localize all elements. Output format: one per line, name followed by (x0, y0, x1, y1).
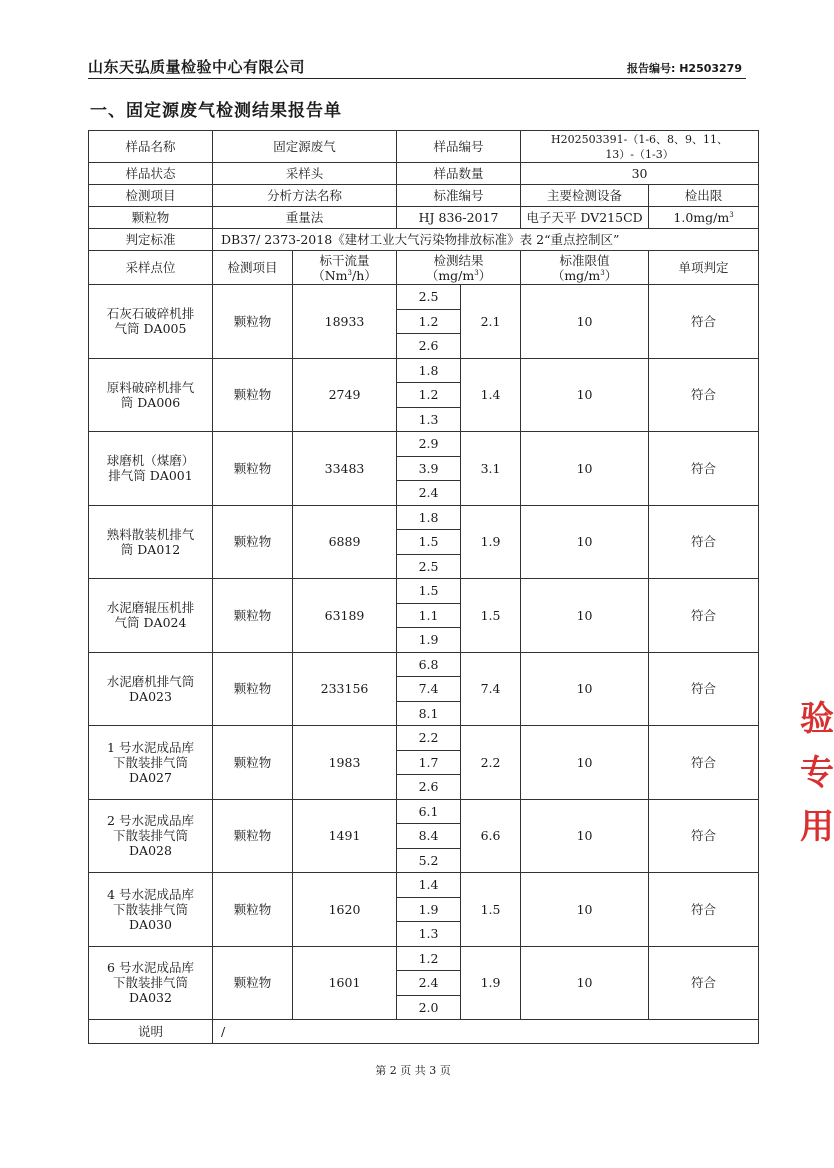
result-cell: 1.2 (397, 946, 461, 971)
info-row-sample (89, 131, 759, 163)
sampling-point-line: 熟料散装机排气 (106, 526, 195, 542)
result-cell: 6.1 (397, 799, 461, 824)
sampling-point-line: DA030 (129, 916, 172, 932)
col-result (397, 251, 521, 285)
judge-cell: 符合 (649, 579, 759, 653)
results-table-body (89, 131, 759, 1044)
result-cell: 2.0 (397, 995, 461, 1020)
sampling-point-cell (89, 799, 213, 873)
table-row (89, 946, 759, 971)
report-number-value: H2503279 (679, 62, 742, 75)
result-cell: 1.9 (397, 897, 461, 922)
result-cell: 1.8 (397, 358, 461, 383)
item-cell: 颗粒物 (213, 726, 293, 800)
table-row (89, 726, 759, 751)
result-cell: 8.4 (397, 824, 461, 849)
judge-cell: 符合 (649, 726, 759, 800)
judge-cell: 符合 (649, 285, 759, 359)
col-limit-unit-b: ） (604, 267, 618, 283)
item-value: 颗粒物 (89, 207, 213, 229)
limit-cell: 10 (521, 505, 649, 579)
average-cell: 2.1 (461, 285, 521, 359)
result-cell: 1.5 (397, 579, 461, 604)
result-cell: 1.8 (397, 505, 461, 530)
item-cell: 颗粒物 (213, 946, 293, 1020)
seal-stamp (800, 692, 834, 860)
criteria-value: DB37/ 2373-2018《建材工业大气污染物排放标准》表 2“重点控制区” (213, 229, 759, 251)
average-cell: 1.4 (461, 358, 521, 432)
item-cell: 颗粒物 (213, 432, 293, 506)
limit-cell: 10 (521, 432, 649, 506)
flow-cell: 1601 (293, 946, 397, 1020)
col-flow-unit-a: （Nm (312, 267, 348, 283)
table-row (89, 652, 759, 677)
col-point: 采样点位 (89, 251, 213, 285)
detect-limit-text: 1.0mg/m (673, 210, 730, 225)
sampling-point-line: DA027 (129, 769, 172, 785)
sampling-point-line: 气筒 DA024 (114, 615, 187, 631)
result-cell: 6.8 (397, 652, 461, 677)
judge-cell: 符合 (649, 432, 759, 506)
result-cell: 1.2 (397, 383, 461, 408)
judge-cell: 符合 (649, 505, 759, 579)
sampling-point-line: 4 号水泥成品库 (107, 886, 194, 902)
item-cell: 颗粒物 (213, 285, 293, 359)
table-row (89, 505, 759, 530)
sampling-point-cell (89, 946, 213, 1020)
sample-name-label: 样品名称 (89, 131, 213, 163)
info-row-method-header (89, 185, 759, 207)
result-cell: 1.9 (397, 628, 461, 653)
sample-state-value: 采样头 (213, 163, 397, 185)
average-cell: 2.2 (461, 726, 521, 800)
result-cell: 2.9 (397, 432, 461, 457)
info-row-state (89, 163, 759, 185)
result-cell: 7.4 (397, 677, 461, 702)
average-cell: 1.5 (461, 579, 521, 653)
flow-cell: 233156 (293, 652, 397, 726)
limit-cell: 10 (521, 946, 649, 1020)
result-cell: 2.6 (397, 334, 461, 359)
std-no-value: HJ 836-2017 (397, 207, 521, 229)
criteria-label: 判定标准 (89, 229, 213, 251)
result-cell: 1.3 (397, 922, 461, 947)
seal-glyph: 用 (800, 807, 834, 847)
sampling-point-line: DA023 (129, 688, 172, 704)
remark-label: 说明 (89, 1020, 213, 1044)
col-limit (521, 251, 649, 285)
col-item: 检测项目 (213, 251, 293, 285)
sampling-point-cell (89, 505, 213, 579)
result-cell: 2.4 (397, 481, 461, 506)
sampling-point-cell (89, 873, 213, 947)
sampling-point-line: 下散装排气筒 (112, 901, 188, 917)
method-value: 重量法 (213, 207, 397, 229)
report-number (627, 60, 742, 76)
equipment-label: 主要检测设备 (521, 185, 649, 207)
sampling-point-cell (89, 358, 213, 432)
sampling-point-line: 筒 DA012 (120, 541, 181, 557)
col-limit-unit-a: （mg/m (551, 267, 601, 283)
col-result-line1: 检测结果 (433, 252, 484, 268)
table-row (89, 432, 759, 457)
result-cell: 1.2 (397, 309, 461, 334)
result-cell: 1.1 (397, 603, 461, 628)
average-cell: 3.1 (461, 432, 521, 506)
limit-cell: 10 (521, 579, 649, 653)
col-result-unit-a: （mg/m (425, 267, 475, 283)
limit-cell: 10 (521, 285, 649, 359)
company-name: 山东天弘质量检验中心有限公司 (88, 58, 306, 76)
result-cell: 1.5 (397, 530, 461, 555)
item-label: 检测项目 (89, 185, 213, 207)
flow-cell: 63189 (293, 579, 397, 653)
judge-cell: 符合 (649, 873, 759, 947)
col-result-unit-sup: 3 (474, 268, 479, 277)
sampling-point-line: 球磨机（煤磨） (106, 453, 195, 469)
sampling-point-line: 排气筒 DA001 (108, 468, 193, 484)
method-label: 分析方法名称 (213, 185, 397, 207)
sample-name-value: 固定源废气 (213, 131, 397, 163)
sampling-point-cell (89, 726, 213, 800)
limit-cell: 10 (521, 799, 649, 873)
info-row-criteria (89, 229, 759, 251)
judge-cell: 符合 (649, 799, 759, 873)
equipment-value: 电子天平 DV215CD (521, 207, 649, 229)
sampling-point-line: 下散装排气筒 (112, 975, 188, 991)
sampling-point-line: 水泥磨辊压机排 (106, 600, 195, 616)
seal-glyph: 专 (800, 753, 834, 793)
table-row (89, 358, 759, 383)
result-cell: 2.6 (397, 775, 461, 800)
result-cell: 2.2 (397, 726, 461, 751)
col-result-unit-b: ） (478, 267, 492, 283)
sample-no-value (521, 131, 759, 163)
table-row (89, 799, 759, 824)
sampling-point-line: 下散装排气筒 (112, 828, 188, 844)
col-flow-unit-b: /h） (352, 267, 377, 283)
limit-cell: 10 (521, 873, 649, 947)
sampling-point-line: 6 号水泥成品库 (107, 960, 194, 976)
flow-cell: 1620 (293, 873, 397, 947)
judge-cell: 符合 (649, 652, 759, 726)
report-number-label: 报告编号: (626, 62, 676, 75)
sampling-point-line: 2 号水泥成品库 (107, 813, 194, 829)
average-cell: 6.6 (461, 799, 521, 873)
flow-cell: 1983 (293, 726, 397, 800)
sampling-point-line: 石灰石破碎机排 (106, 306, 195, 322)
std-no-label: 标准编号 (397, 185, 521, 207)
sample-no-line1: H202503391-（1-6、8、9、11、 (551, 132, 729, 146)
col-judge: 单项判定 (649, 251, 759, 285)
sampling-point-line: DA032 (129, 990, 172, 1006)
sample-no-label: 样品编号 (397, 131, 521, 163)
item-cell: 颗粒物 (213, 652, 293, 726)
seal-glyph: 验 (800, 699, 834, 739)
col-limit-line1: 标准限值 (559, 252, 610, 268)
limit-cell: 10 (521, 358, 649, 432)
detect-limit-label: 检出限 (649, 185, 759, 207)
judge-cell: 符合 (649, 946, 759, 1020)
col-flow-line1: 标干流量 (319, 252, 370, 268)
detect-limit-value (649, 207, 759, 229)
col-flow-unit-sup: 3 (347, 268, 352, 277)
flow-cell: 2749 (293, 358, 397, 432)
column-header-row (89, 251, 759, 285)
average-cell: 7.4 (461, 652, 521, 726)
flow-cell: 33483 (293, 432, 397, 506)
remark-value: / (213, 1020, 759, 1044)
average-cell: 1.9 (461, 946, 521, 1020)
table-row (89, 285, 759, 310)
item-cell: 颗粒物 (213, 358, 293, 432)
limit-cell: 10 (521, 652, 649, 726)
item-cell: 颗粒物 (213, 505, 293, 579)
result-cell: 2.5 (397, 554, 461, 579)
sampling-point-cell (89, 432, 213, 506)
page-footer: 第 2 页 共 3 页 (375, 1064, 451, 1077)
limit-cell: 10 (521, 726, 649, 800)
table-row (89, 579, 759, 604)
flow-cell: 1491 (293, 799, 397, 873)
result-cell: 1.7 (397, 750, 461, 775)
sample-no-line2: 13）-（1-3） (605, 147, 674, 161)
item-cell: 颗粒物 (213, 579, 293, 653)
sampling-point-cell (89, 579, 213, 653)
result-cell: 2.4 (397, 971, 461, 996)
judge-cell: 符合 (649, 358, 759, 432)
sampling-point-line: 水泥磨机排气筒 (106, 673, 195, 689)
sampling-point-line: 气筒 DA005 (114, 321, 187, 337)
table-row (89, 873, 759, 898)
item-cell: 颗粒物 (213, 873, 293, 947)
sampling-point-cell (89, 285, 213, 359)
result-cell: 8.1 (397, 701, 461, 726)
flow-cell: 18933 (293, 285, 397, 359)
average-cell: 1.5 (461, 873, 521, 947)
result-cell: 5.2 (397, 848, 461, 873)
detect-limit-sup: 3 (729, 210, 734, 219)
sampling-point-line: 1 号水泥成品库 (107, 739, 194, 755)
remark-row (89, 1020, 759, 1044)
result-cell: 3.9 (397, 456, 461, 481)
section-title: 一、固定源废气检测结果报告单 (90, 101, 342, 121)
average-cell: 1.9 (461, 505, 521, 579)
info-row-method (89, 207, 759, 229)
sampling-point-line: 下散装排气筒 (112, 754, 188, 770)
item-cell: 颗粒物 (213, 799, 293, 873)
sample-qty-label: 样品数量 (397, 163, 521, 185)
results-table (88, 130, 759, 1044)
result-cell: 1.3 (397, 407, 461, 432)
result-cell: 1.4 (397, 873, 461, 898)
sample-state-label: 样品状态 (89, 163, 213, 185)
sampling-point-line: 原料破碎机排气 (106, 379, 195, 395)
sampling-point-line: DA028 (129, 843, 172, 859)
flow-cell: 6889 (293, 505, 397, 579)
col-limit-unit-sup: 3 (600, 268, 605, 277)
sampling-point-line: 筒 DA006 (120, 394, 181, 410)
result-cell: 2.5 (397, 285, 461, 310)
sampling-point-cell (89, 652, 213, 726)
col-flow (293, 251, 397, 285)
sample-qty-value: 30 (521, 163, 759, 185)
header-divider (88, 78, 746, 79)
